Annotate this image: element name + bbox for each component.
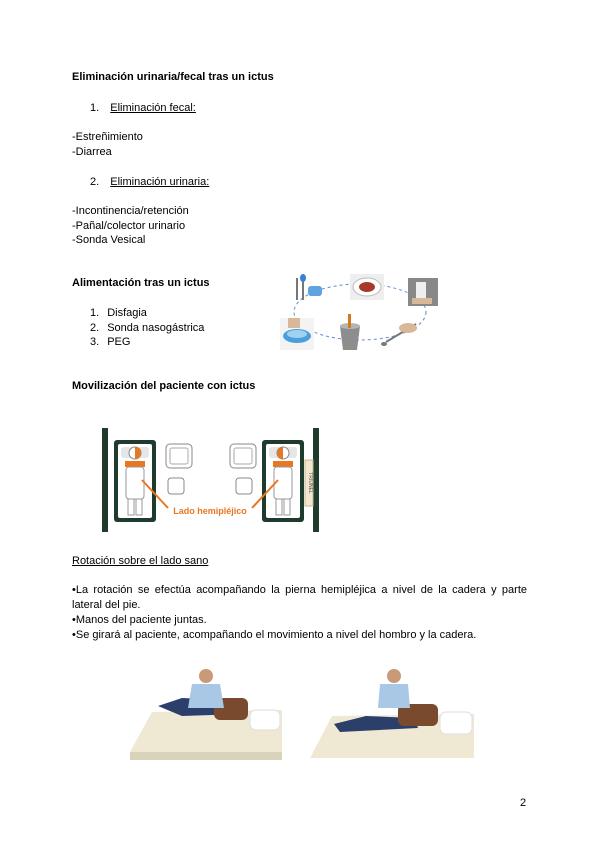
rotation-photo-2 [306,662,474,760]
list-item [90,306,204,321]
feeding-illustration [278,272,443,352]
bullet-text: •Se girará al paciente, acompañando el movimiento a nivel del hombro y la cadera. [72,629,477,641]
fecal-item: -Estreñimiento [72,131,143,143]
side-label: TRIUNEL [307,472,313,494]
fecal-list [72,130,143,159]
cup-photo [340,314,360,350]
bed-right [262,440,304,522]
caregiver-head [387,669,401,683]
stool-icon [236,478,252,494]
fecal-item: -Diarrea [72,145,112,158]
chair-icon [230,444,256,468]
list-number: 3. [90,336,100,348]
list-label: Sonda nasogástrica [107,321,205,334]
pillow [440,712,472,734]
list-number: 2. [90,321,100,334]
list-item-eliminacion-fecal [90,101,196,116]
page-number: 2 [520,797,527,809]
caregiver-body [188,684,224,708]
caregiver-head [199,669,213,683]
rotation-photo-1 [122,660,282,760]
list-item-eliminacion-urinaria [90,175,209,190]
diagram-label: Lado hemipléjico [173,506,247,516]
alimentacion-list [90,306,204,350]
pillow [250,710,280,730]
list-label: Eliminación urinaria: [110,176,210,188]
bed-left [114,440,156,522]
plate-photo [350,274,384,300]
list-item [90,321,204,336]
list-label: Eliminación fecal: [110,102,196,114]
bullet-text: •Manos del paciente juntas. [72,614,207,626]
utensils-icon [296,274,322,300]
list-label: PEG [107,336,131,348]
list-number: 1. [90,307,100,319]
urinaria-item: -Pañal/colector urinario [72,219,186,232]
section-title-movilizacion: Movilización del paciente con ictus [72,380,256,392]
urinaria-item: -Incontinencia/retención [72,205,189,217]
bullet-text: •La rotación se efectúa acompañando la pierna hemipléjica a nivel de la cadera y parte lateral del pie. [72,584,527,611]
list-label: Disfagia [107,307,147,319]
list-item [90,335,204,350]
mobilization-diagram [102,426,322,534]
bowl-photo [280,318,314,350]
list-number: 2. [90,176,100,188]
section-title-eliminacion: Eliminación urinaria/fecal tras un ictus [72,71,274,83]
caregiver-body [378,684,410,708]
section-title-alimentacion: Alimentación tras un ictus [72,277,210,289]
drinking-photo [408,278,438,306]
spoon-hand-photo [381,323,417,346]
chair-icon [166,444,192,468]
stool-icon [168,478,184,494]
subtitle-rotacion: Rotación sobre el lado sano [72,555,209,567]
urinaria-list [72,204,189,248]
wall-left [102,428,108,532]
urinaria-item: -Sonda Vesical [72,234,146,246]
list-number: 1. [90,102,100,114]
